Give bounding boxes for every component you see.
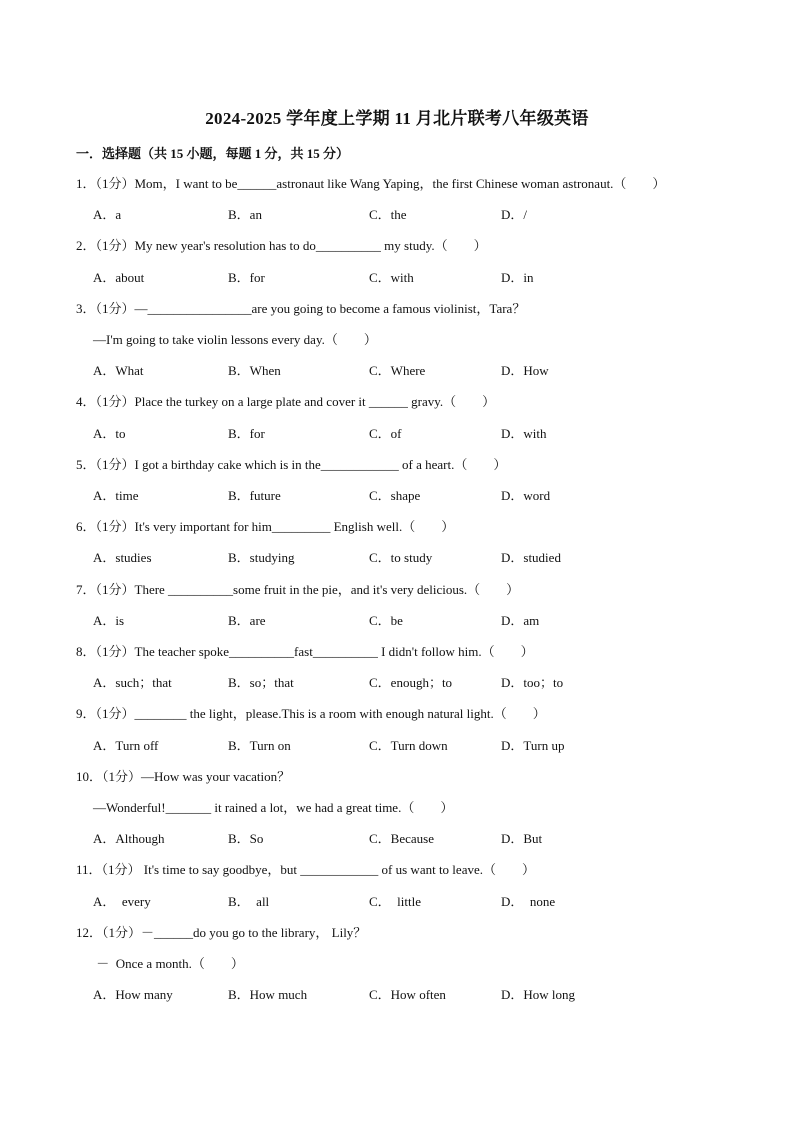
question-1-stem: 1．（1分）Mom，I want to be______astronaut like Wang Yaping，the first Chinese woman astronaut.（ ）: [76, 176, 666, 191]
question-12-option-b: B．How much: [228, 987, 308, 1002]
question-10-stem: 10．（1分）—How was your vacation？: [76, 769, 291, 784]
question-8-stem: 8．（1分）The teacher spoke__________fast__________ I didn't follow him.（ ）: [76, 644, 534, 659]
question-12-response: － Once a month.（ ）: [93, 956, 244, 971]
question-9-option-d: D．Turn up: [501, 738, 565, 753]
question-7-option-c: C．be: [369, 613, 403, 628]
question-2-option-b: B．for: [228, 270, 265, 285]
question-3-option-c: C．Where: [369, 363, 426, 378]
question-1-option-c: C．the: [369, 207, 407, 222]
question-2-stem: 2．（1分）My new year's resolution has to do__________ my study.（ ）: [76, 238, 487, 253]
question-9-option-c: C．Turn down: [369, 738, 448, 753]
page-title: 2024-2025 学年度上学期 11 月北片联考八年级英语: [205, 109, 589, 128]
question-7-option-d: D．am: [501, 613, 540, 628]
question-3-option-d: D．How: [501, 363, 549, 378]
question-6-option-b: B．studying: [228, 550, 295, 565]
question-10-option-c: C．Because: [369, 831, 434, 846]
question-11-option-a: A． every: [93, 894, 151, 909]
question-10-response: —Wonderful!_______ it rained a lot，we had a great time.（ ）: [93, 800, 454, 815]
question-10-option-d: D．But: [501, 831, 543, 846]
question-10-option-a: A．Although: [93, 831, 165, 846]
question-6-option-a: A．studies: [93, 550, 152, 565]
question-7-option-a: A．is: [93, 613, 125, 628]
question-5-option-c: C．shape: [369, 488, 421, 503]
question-6-stem: 6．（1分）It's very important for him_________ English well.（ ）: [76, 519, 455, 534]
question-9-option-a: A．Turn off: [93, 738, 159, 753]
question-8-option-d: D．too；to: [501, 675, 564, 690]
question-6-option-d: D．studied: [501, 550, 561, 565]
question-12-stem: 12．（1分）－______do you go to the library， Lily？: [76, 925, 367, 940]
question-12-option-a: A．How many: [93, 987, 173, 1002]
question-12-option-d: D．How long: [501, 987, 576, 1002]
question-3-stem: 3．（1分）—________________are you going to become a famous violinist，Tara？: [76, 301, 526, 316]
question-11-option-d: D． none: [501, 894, 556, 909]
question-1-option-b: B．an: [228, 207, 262, 222]
question-1-option-a: A．a: [93, 207, 122, 222]
question-2-option-d: D．in: [501, 270, 534, 285]
question-5-option-d: D．word: [501, 488, 551, 503]
question-5-stem: 5．（1分）I got a birthday cake which is in the____________ of a heart.（ ）: [76, 457, 507, 472]
question-9-stem: 9．（1分）________ the light，please.This is a room with enough natural light.（ ）: [76, 706, 546, 721]
question-11-option-c: C． little: [369, 894, 422, 909]
question-4-option-c: C．of: [369, 426, 402, 441]
question-11-option-b: B． all: [228, 894, 270, 909]
question-3-option-b: B．When: [228, 363, 281, 378]
question-12-option-c: C．How often: [369, 987, 446, 1002]
question-4-option-a: A．to: [93, 426, 126, 441]
section-header: 一．选择题（共 15 小题，每题 1 分，共 15 分）: [76, 146, 350, 161]
question-4-option-b: B．for: [228, 426, 265, 441]
question-8-option-b: B．so；that: [228, 675, 294, 690]
question-9-option-b: B．Turn on: [228, 738, 291, 753]
question-7-stem: 7．（1分）There __________some fruit in the pie，and it's very delicious.（ ）: [76, 582, 520, 597]
question-5-option-b: B．future: [228, 488, 281, 503]
question-2-option-a: A．about: [93, 270, 145, 285]
question-1-option-d: D．/: [501, 207, 528, 222]
question-11-stem: 11．（1分） It's time to say goodbye，but ____________ of us want to leave.（ ）: [76, 862, 535, 877]
question-6-option-c: C．to study: [369, 550, 433, 565]
question-8-option-a: A．such；that: [93, 675, 172, 690]
question-7-option-b: B．are: [228, 613, 266, 628]
question-4-stem: 4．（1分）Place the turkey on a large plate and cover it ______ gravy.（ ）: [76, 394, 496, 409]
question-2-option-c: C．with: [369, 270, 414, 285]
question-3-response: —I'm going to take violin lessons every day.（ ）: [93, 332, 377, 347]
question-3-option-a: A．What: [93, 363, 144, 378]
question-4-option-d: D．with: [501, 426, 547, 441]
question-8-option-c: C．enough；to: [369, 675, 453, 690]
question-10-option-b: B．So: [228, 831, 264, 846]
question-5-option-a: A．time: [93, 488, 139, 503]
